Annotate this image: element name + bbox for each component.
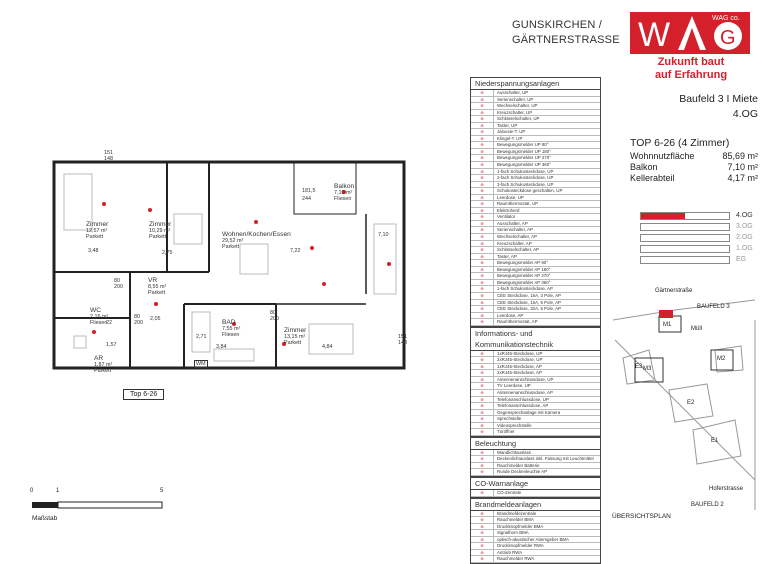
legend-symbol-icon: ⊕	[471, 450, 494, 456]
legend-symbol-icon: ⊕	[471, 195, 494, 201]
floor-row-4og	[640, 210, 758, 221]
dimension-label: 2,75	[162, 250, 173, 256]
dimension-label: 7,22	[290, 248, 301, 254]
floor-label: 3.OG	[736, 223, 753, 230]
building-label: Müll	[691, 326, 703, 332]
unit-row	[630, 151, 758, 162]
legend-item-label: Serienschalter, AP	[497, 227, 533, 233]
legend-item-label: Videosprechstelle	[497, 422, 532, 428]
legend-item-label: Sprechstelle	[497, 416, 522, 422]
symbol-legend	[470, 77, 601, 564]
legend-symbol-icon: ⊕	[471, 90, 494, 96]
dimension-label: 80	[114, 278, 120, 284]
room-label	[94, 356, 112, 374]
legend-item-label: Raumthermostat, AP	[497, 319, 538, 325]
legend-item-label: Wandlichtauslass	[497, 449, 532, 455]
unit-row	[630, 173, 758, 184]
legend-item-label: Kreuzschalter, AP	[497, 240, 532, 246]
slogan-line1: Zukunft baut	[657, 56, 725, 68]
legend-symbol-icon: ⊕	[471, 319, 494, 325]
legend-item-label: Druckknopfmelder BMA	[497, 523, 544, 529]
room-floor: Parkett	[284, 340, 302, 346]
legend-item-label: Telefonanschlussdose, UP	[497, 396, 549, 402]
legend-symbol-icon: ⊕	[471, 169, 494, 175]
unit-row-label: Balkon	[630, 162, 658, 172]
room-label	[222, 320, 240, 338]
legend-symbol-icon: ⊕	[471, 182, 494, 188]
room-floor: Fliesen	[222, 332, 240, 338]
floor-label: 1.OG	[736, 245, 753, 252]
svg-text:G: G	[720, 27, 736, 49]
legend-symbol-icon: ⊕	[471, 416, 494, 422]
dimension-label: 151	[398, 334, 407, 340]
legend-section-title: Niederspannungsanlagen	[471, 78, 600, 90]
legend-symbol-icon: ⊕	[471, 129, 494, 135]
room-area: 7,10 m²	[334, 190, 353, 196]
legend-symbol-icon: ⊕	[471, 280, 494, 286]
legend-row	[471, 429, 600, 436]
legend-item-label: Druckknopfmelder RWA	[497, 543, 544, 549]
svg-text:W: W	[638, 16, 677, 54]
room-name: VR	[148, 277, 158, 284]
legend-section-title: Informations- und Kommunikationstechnik	[471, 328, 600, 351]
floor-bar	[640, 223, 730, 231]
legend-symbol-icon: ⊕	[471, 155, 494, 161]
legend-item-label: Bewegungsmelder AP 360°	[497, 279, 551, 285]
room-name: BAD	[222, 319, 236, 326]
unit-summary	[630, 137, 758, 184]
dimension-label: 200	[114, 284, 123, 290]
legend-item-label: Telefonanschlussdose, AP	[497, 403, 549, 409]
legend-item-label: TV Leerdose, UP	[497, 383, 531, 389]
dimension-label: 22	[106, 320, 112, 326]
dimension-label: 1,57	[106, 342, 117, 348]
legend-item-label: Deckenlichtauslass inkl. Fassung mit Leuchtmittel	[497, 456, 594, 462]
legend-item-label: Taster, AP	[497, 253, 517, 259]
dimension-label: 3,48	[88, 248, 99, 254]
legend-item-label: Bewegungsmelder AP 90°	[497, 260, 548, 266]
legend-symbol-icon: ⊕	[471, 300, 494, 306]
legend-item-label: Brandmeldezentrale	[497, 510, 537, 516]
legend-symbol-icon: ⊕	[471, 530, 494, 536]
legend-row	[471, 490, 600, 497]
legend-symbol-icon: ⊕	[471, 103, 494, 109]
legend-item-label: Signalhorn BMA	[497, 530, 529, 536]
legend-symbol-icon: ⊕	[471, 463, 494, 469]
legend-item-label: Wechselschalter, AP	[497, 234, 537, 240]
room-floor: Parkett	[148, 290, 166, 296]
baufeld-line1: Baufeld 3 I Miete	[679, 93, 758, 105]
baufeld2-label: BAUFELD 2	[691, 502, 724, 508]
legend-symbol-icon: ⊕	[471, 313, 494, 319]
legend-symbol-icon: ⊕	[471, 241, 494, 247]
legend-symbol-icon: ⊕	[471, 175, 494, 181]
building-label: E1	[711, 438, 719, 444]
legend-item-label: Rauchmelder BMA	[497, 517, 534, 523]
legend-item-label: Raumthermostat, UP	[497, 201, 538, 207]
legend-symbol-icon: ⊕	[471, 357, 494, 363]
room-floor: Parkett	[149, 234, 167, 240]
floor-label: 2.OG	[736, 234, 753, 241]
unit-title: TOP 6-26 (4 Zimmer)	[630, 137, 730, 149]
legend-symbol-icon: ⊕	[471, 260, 494, 266]
project-title-line1: GUNSKIRCHEN /	[512, 19, 602, 31]
room-name: Zimmer	[86, 221, 109, 228]
unit-row-label: Kellerabteil	[630, 173, 675, 183]
legend-item-label: Bewegungsmelder UP 180°	[497, 148, 551, 154]
legend-item-label: Schlüsselschalter, UP	[497, 116, 540, 122]
legend-item-label: 1xRJ45-Steckdose, AP	[497, 363, 542, 369]
legend-symbol-icon: ⊕	[471, 142, 494, 148]
legend-symbol-icon: ⊕	[471, 227, 494, 233]
dimension-label: 7,10	[378, 232, 389, 238]
room-floor: Fliesen	[334, 196, 352, 202]
scale-tick-0: 0	[30, 488, 34, 494]
legend-item-label: optisch-akustischer Alarmgeber BMA	[497, 536, 569, 542]
room-name: Zimmer	[149, 221, 172, 228]
dimension-label: 244	[302, 196, 311, 202]
site-plan	[605, 280, 765, 520]
legend-symbol-icon: ⊕	[471, 286, 494, 292]
legend-section-title: Brandmeldeanlagen	[471, 499, 600, 511]
legend-item-label: Ausschalter, AP	[497, 220, 528, 226]
floor-bar	[640, 256, 730, 264]
baufeld-info	[636, 92, 758, 122]
legend-item-label: Ausschalter, UP	[497, 90, 529, 95]
legend-item-label: Leerdose, UP	[497, 194, 524, 200]
legend-item-label: Ventilator	[497, 214, 516, 220]
legend-item-label: CEE Steckdose, 16A, 3 Pole, AP	[497, 292, 561, 298]
legend-item-label: CEE Steckdose, 32A, 5 Pole, AP	[497, 306, 561, 312]
floor-row-1og	[640, 243, 758, 254]
building-label: M2	[717, 356, 726, 362]
room-name: Zimmer	[284, 327, 307, 334]
legend-symbol-icon: ⊕	[471, 188, 494, 194]
floor-bar	[640, 245, 730, 253]
floor-row-eg	[640, 254, 758, 265]
legend-symbol-icon: ⊕	[471, 214, 494, 220]
unit-row-value: 4,17 m²	[727, 173, 758, 183]
legend-item-label: 1xRJ45-Steckdose, UP	[497, 350, 543, 356]
legend-symbol-icon: ⊕	[471, 97, 494, 103]
legend-symbol-icon: ⊕	[471, 423, 494, 429]
legend-section	[470, 77, 601, 327]
room-label	[148, 278, 166, 296]
room-name: AR	[94, 355, 104, 362]
legend-item-label: Schlüsselschalter, AP	[497, 247, 539, 253]
room-label	[149, 222, 171, 240]
legend-symbol-icon: ⊕	[471, 201, 494, 207]
room-name: Balkon	[334, 183, 355, 190]
legend-section	[470, 498, 601, 564]
legend-item-label: Taster, UP	[497, 122, 518, 128]
building-label: E2	[687, 400, 695, 406]
legend-symbol-icon: ⊕	[471, 149, 494, 155]
unit-row-value: 7,10 m²	[727, 162, 758, 172]
legend-symbol-icon: ⊕	[471, 390, 494, 396]
legend-symbol-icon: ⊕	[471, 456, 494, 462]
legend-symbol-icon: ⊕	[471, 364, 494, 370]
scale-tick-5: 5	[160, 488, 164, 494]
site-plan-title: ÜBERSICHTSPLAN	[612, 513, 671, 520]
legend-item-label: 1-fach Schukosteckdose, AP	[497, 286, 553, 292]
dimension-label: 80	[134, 314, 140, 320]
floor-label: EG	[736, 256, 747, 263]
scale-bar	[30, 488, 172, 522]
dimension-label: 200	[270, 316, 279, 322]
dimension-label: 148	[104, 156, 113, 162]
room-floor: Parkett	[94, 368, 112, 374]
legend-item-label: Rauchmelder Batterie	[497, 462, 540, 468]
legend-symbol-icon: ⊕	[471, 293, 494, 299]
legend-item-label: Bewegungsmelder AP 270°	[497, 273, 551, 279]
legend-symbol-icon: ⊕	[471, 267, 494, 273]
legend-symbol-icon: ⊕	[471, 377, 494, 383]
legend-item-label: 3-fach Schukosteckdose, UP	[497, 181, 554, 187]
legend-symbol-icon: ⊕	[471, 511, 494, 517]
dimension-label: 4,84	[322, 344, 333, 350]
baufeld-line2: 4.OG	[732, 108, 758, 120]
room-name: Wohnen/Kochen/Essen	[222, 231, 291, 238]
legend-item-label: Rauchmelder RWA	[497, 556, 535, 562]
room-area: 7,55 m²	[222, 326, 241, 332]
wag-logo	[630, 10, 750, 54]
room-area: 12,57 m²	[86, 228, 108, 234]
legend-symbol-icon: ⊕	[471, 234, 494, 240]
svg-text:WAG co.: WAG co.	[712, 15, 740, 22]
legend-section-title: CO-Warnanlage	[471, 478, 600, 490]
room-label	[284, 328, 306, 346]
legend-symbol-icon: ⊕	[471, 221, 494, 227]
room-label	[222, 232, 291, 250]
legend-symbol-icon: ⊕	[471, 383, 494, 389]
room-area: 2,16 m²	[90, 314, 109, 320]
legend-item-label: Klingel-T. UP	[497, 135, 523, 141]
legend-symbol-icon: ⊕	[471, 116, 494, 122]
slogan-line2: auf Erfahrung	[654, 69, 728, 81]
legend-item-label: Serienschalter, UP	[497, 96, 534, 102]
dimension-label: 2,71	[196, 334, 207, 340]
street-label-gaertner: Gärtnerstraße	[655, 288, 693, 294]
dimension-label: 151	[104, 150, 113, 156]
baufeld-label: BAUFELD 3	[697, 304, 730, 310]
room-floor: Parkett	[86, 234, 104, 240]
washing-machine-label: WM	[196, 361, 206, 367]
floor-row-3og	[640, 221, 758, 232]
building-label: M3	[643, 366, 652, 372]
legend-symbol-icon: ⊕	[471, 162, 494, 168]
legend-symbol-icon: ⊕	[471, 273, 494, 279]
legend-symbol-icon: ⊕	[471, 490, 494, 496]
dimension-label: 2,05	[150, 316, 161, 322]
dimension-label: 148	[398, 340, 407, 346]
unit-row-label: Wohnnutzfläche	[630, 151, 695, 161]
legend-item-label: 2-fach Schukosteckdose, UP	[497, 175, 554, 181]
legend-item-label: Bewegungsmelder UP 270°	[497, 155, 551, 161]
legend-item-label: 2xRJ45-Steckdose, AP	[497, 370, 542, 376]
legend-symbol-icon: ⊕	[471, 351, 494, 357]
room-name: WC	[90, 307, 101, 314]
legend-item-label: Schukosteckdose geschalten, UP	[497, 188, 563, 194]
dimension-label: 3,84	[216, 344, 227, 350]
legend-item-label: Runde Deckenleuchte AP	[497, 469, 548, 475]
scale-tick-1: 1	[56, 488, 60, 494]
room-area: 1,87 m²	[94, 362, 113, 368]
legend-row	[471, 556, 600, 563]
legend-item-label: 2xRJ45-Steckdose, UP	[497, 357, 543, 363]
legend-item-label: Türöffner	[497, 429, 515, 435]
project-title-line2: GÄRTNERSTRASSE	[512, 34, 620, 46]
project-title	[512, 18, 620, 48]
legend-item-label: CEE Steckdose, 16A, 5 Pole, AP	[497, 299, 561, 305]
legend-symbol-icon: ⊕	[471, 550, 494, 556]
floor-bar	[640, 234, 730, 242]
legend-row	[471, 319, 600, 326]
building-label: E3	[635, 364, 643, 370]
legend-symbol-icon: ⊕	[471, 543, 494, 549]
legend-symbol-icon: ⊕	[471, 517, 494, 523]
legend-symbol-icon: ⊕	[471, 306, 494, 312]
legend-item-label: Jalousie-T. UP	[497, 129, 526, 135]
legend-item-label: Kreuzschalter, UP	[497, 109, 533, 115]
legend-item-label: CO-Zentrale	[497, 489, 522, 495]
legend-item-label: Bewegungsmelder AP 180°	[497, 266, 551, 272]
street-label-hofer: Hoferstrasse	[709, 486, 744, 492]
dimension-label: 80	[270, 310, 276, 316]
legend-item-label: Antrieb RWA	[497, 549, 523, 555]
slogan	[630, 56, 752, 82]
legend-item-label: Bewegungsmelder UP 90°	[497, 142, 549, 148]
legend-symbol-icon: ⊕	[471, 208, 494, 214]
legend-symbol-icon: ⊕	[471, 403, 494, 409]
dimension-label: 181,5	[302, 188, 316, 194]
site-plan-drawing	[605, 280, 765, 520]
dimension-label: 200	[134, 320, 143, 326]
room-area: 10,29 m²	[149, 228, 171, 234]
floor-plan	[44, 144, 412, 394]
unit-row-value: 85,69 m²	[722, 151, 758, 161]
legend-item-label: Elektroherd	[497, 207, 520, 213]
legend-section	[470, 477, 601, 498]
legend-symbol-icon: ⊕	[471, 370, 494, 376]
top-id-label: Top 6-26	[123, 389, 164, 400]
legend-symbol-icon: ⊕	[471, 537, 494, 543]
scale-graphic	[32, 500, 172, 510]
room-floor: Fliesen	[90, 320, 108, 326]
legend-symbol-icon: ⊕	[471, 136, 494, 142]
legend-item-label: Wechselschalter, UP	[497, 103, 538, 109]
building-label: M1	[663, 322, 672, 328]
legend-symbol-icon: ⊕	[471, 247, 494, 253]
legend-item-label: Antennenanschlussdose, AP	[497, 389, 553, 395]
legend-symbol-icon: ⊕	[471, 254, 494, 260]
legend-section	[470, 327, 601, 437]
room-area: 8,55 m²	[148, 284, 167, 290]
legend-item-label: Antennenanschlussdose, UP	[497, 376, 554, 382]
room-label	[86, 222, 108, 240]
legend-symbol-icon: ⊕	[471, 397, 494, 403]
legend-symbol-icon: ⊕	[471, 410, 494, 416]
legend-symbol-icon: ⊕	[471, 110, 494, 116]
legend-symbol-icon: ⊕	[471, 556, 494, 562]
legend-symbol-icon: ⊕	[471, 429, 494, 435]
floor-label: 4.OG	[736, 212, 753, 219]
legend-item-label: Leerdose, AP	[497, 312, 524, 318]
room-area: 29,52 m²	[222, 238, 244, 244]
unit-row	[630, 162, 758, 173]
legend-symbol-icon: ⊕	[471, 123, 494, 129]
floor-indicator	[640, 210, 758, 265]
scale-label: Maßstab	[32, 515, 58, 522]
room-area: 13,15 m²	[284, 334, 306, 340]
legend-section-title: Beleuchtung	[471, 438, 600, 450]
legend-item-label: Bewegungsmelder UP 360°	[497, 162, 551, 168]
legend-item-label: Gegensprechanlage mit Kamera	[497, 409, 561, 415]
legend-section	[470, 437, 601, 477]
legend-symbol-icon: ⊕	[471, 469, 494, 475]
legend-item-label: 1-fach Schukosteckdose, UP	[497, 168, 554, 174]
floor-row-2og	[640, 232, 758, 243]
legend-symbol-icon: ⊕	[471, 524, 494, 530]
room-label	[334, 184, 354, 202]
legend-row	[471, 469, 600, 476]
room-floor: Parkett	[222, 244, 240, 250]
floor-bar	[640, 212, 730, 220]
